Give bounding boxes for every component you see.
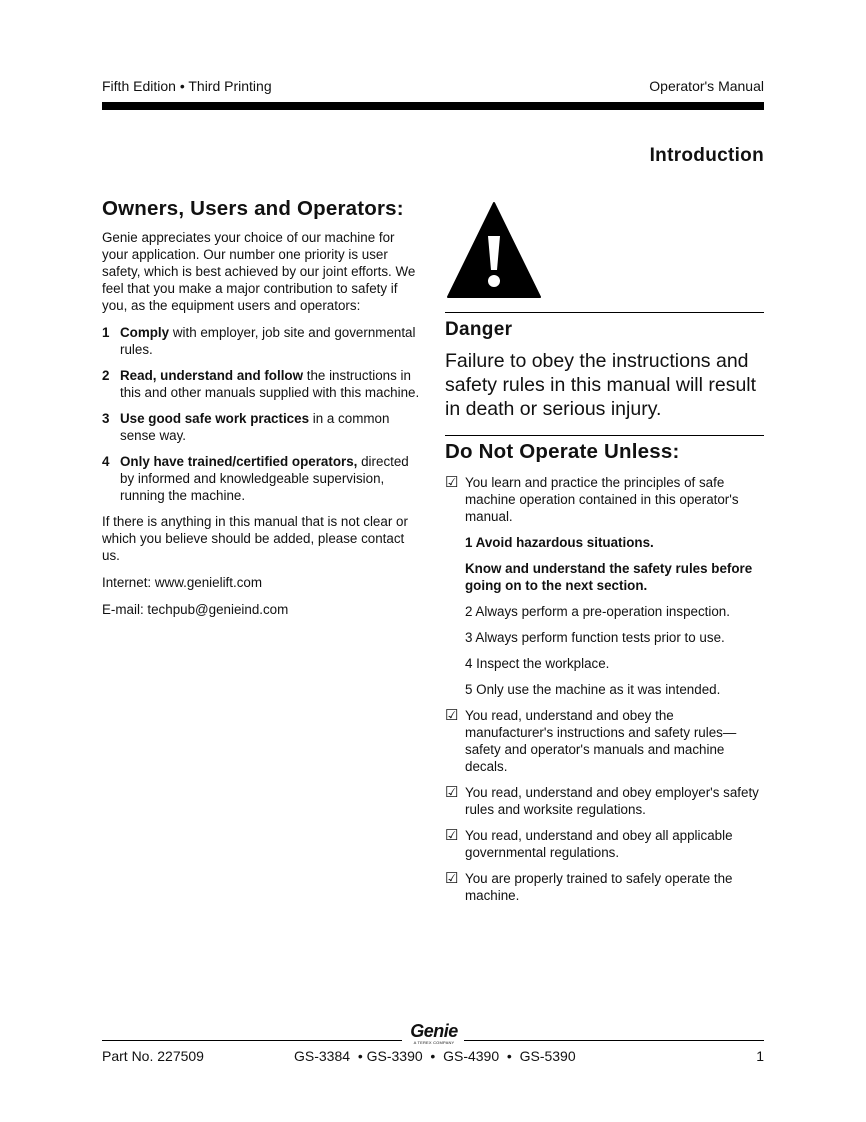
checkbox-icon: ☑ <box>445 707 459 724</box>
checklist-item <box>445 784 764 818</box>
divider <box>445 312 764 313</box>
hazard-step: 3 Always perform function tests prior to use. <box>465 630 725 645</box>
item-text: in a common sense way. <box>120 411 390 443</box>
item-number: 1 <box>102 325 110 340</box>
footer-rule <box>102 1040 402 1041</box>
item-bold: Read, understand and follow <box>120 368 304 383</box>
email-link[interactable]: E-mail: techpub@genieind.com <box>102 602 289 617</box>
owners-heading: Owners, Users and Operators: <box>102 197 404 220</box>
checkbox-icon: ☑ <box>445 827 459 844</box>
item-bold: Comply <box>120 325 170 340</box>
item-text: the instructions in this and other manuals supplied with this machine. <box>120 368 420 400</box>
check-text: You read, understand and obey the manufacturer's instructions and safety rules—safety and operator's manuals and machine decals. <box>465 708 737 774</box>
item-text: with employer, job site and governmental rules. <box>120 325 416 357</box>
check-text: You read, understand and obey employer's safety rules and worksite regulations. <box>465 785 759 817</box>
check-text: You read, understand and obey all applicable governmental regulations. <box>465 828 733 860</box>
page-number: 1 <box>756 1048 764 1064</box>
intro-paragraph: Genie appreciates your choice of our machine for your application. Our number one priority is user safety, which is best achieved by our joint efforts. We feel that you make a major contribution to safety if you, as the equipment users and operators: <box>102 230 416 313</box>
footer-rule <box>464 1040 764 1041</box>
list-item <box>102 324 424 358</box>
logo-text: Genie <box>410 1021 458 1041</box>
check-text: You are properly trained to safely operate the machine. <box>465 871 733 903</box>
genie-logo <box>405 1022 463 1045</box>
logo-subtext: A TEREX COMPANY <box>413 1040 455 1045</box>
danger-text: Failure to obey the instructions and safety rules in this manual will result in death or serious injury. <box>445 350 757 420</box>
header-edition: Fifth Edition • Third Printing <box>102 78 272 94</box>
header-rule <box>102 102 764 110</box>
model-list: GS-3384 • GS-3390 • GS-4390 • GS-5390 <box>294 1048 576 1064</box>
hazard-step: 1 Avoid hazardous situations. <box>465 535 654 550</box>
contact-paragraph: If there is anything in this manual that is not clear or which you believe should be added, please contact us. <box>102 514 408 563</box>
list-item <box>102 410 424 444</box>
item-bold: Use good safe work practices <box>120 411 310 426</box>
danger-title: Danger <box>445 319 513 340</box>
item-bold: Only have trained/certified operators, <box>120 454 358 469</box>
internet-link[interactable]: Internet: www.genielift.com <box>102 575 263 590</box>
left-column <box>102 197 424 628</box>
safety-rules-note: Know and understand the safety rules before going on to the next section. <box>465 561 753 593</box>
checklist-item <box>445 474 764 525</box>
item-number: 3 <box>102 411 110 426</box>
part-number: Part No. 227509 <box>102 1048 204 1064</box>
list-item <box>102 367 424 401</box>
hazard-step: 4 Inspect the workplace. <box>465 656 610 671</box>
right-column <box>445 200 764 913</box>
checklist-item <box>445 707 764 775</box>
hazard-step: 2 Always perform a pre-operation inspection. <box>465 604 730 619</box>
do-not-operate-title: Do Not Operate Unless: <box>445 440 680 463</box>
item-number: 2 <box>102 368 110 383</box>
checkbox-icon: ☑ <box>445 474 459 491</box>
header-manual-title: Operator's Manual <box>649 78 764 94</box>
hazard-step: 5 Only use the machine as it was intended. <box>465 682 721 697</box>
item-text: directed by informed and knowledgeable supervision, running the machine. <box>120 454 409 503</box>
list-item <box>102 453 424 504</box>
warning-triangle-icon <box>445 200 543 300</box>
item-number: 4 <box>102 454 110 469</box>
check-text: You learn and practice the principles of safe machine operation contained in this operator's manual. <box>465 475 739 524</box>
checkbox-icon: ☑ <box>445 870 459 887</box>
divider <box>445 435 764 436</box>
checklist-item <box>445 870 764 904</box>
checklist-item <box>445 827 764 861</box>
section-title: Introduction <box>649 145 764 166</box>
checkbox-icon: ☑ <box>445 784 459 801</box>
